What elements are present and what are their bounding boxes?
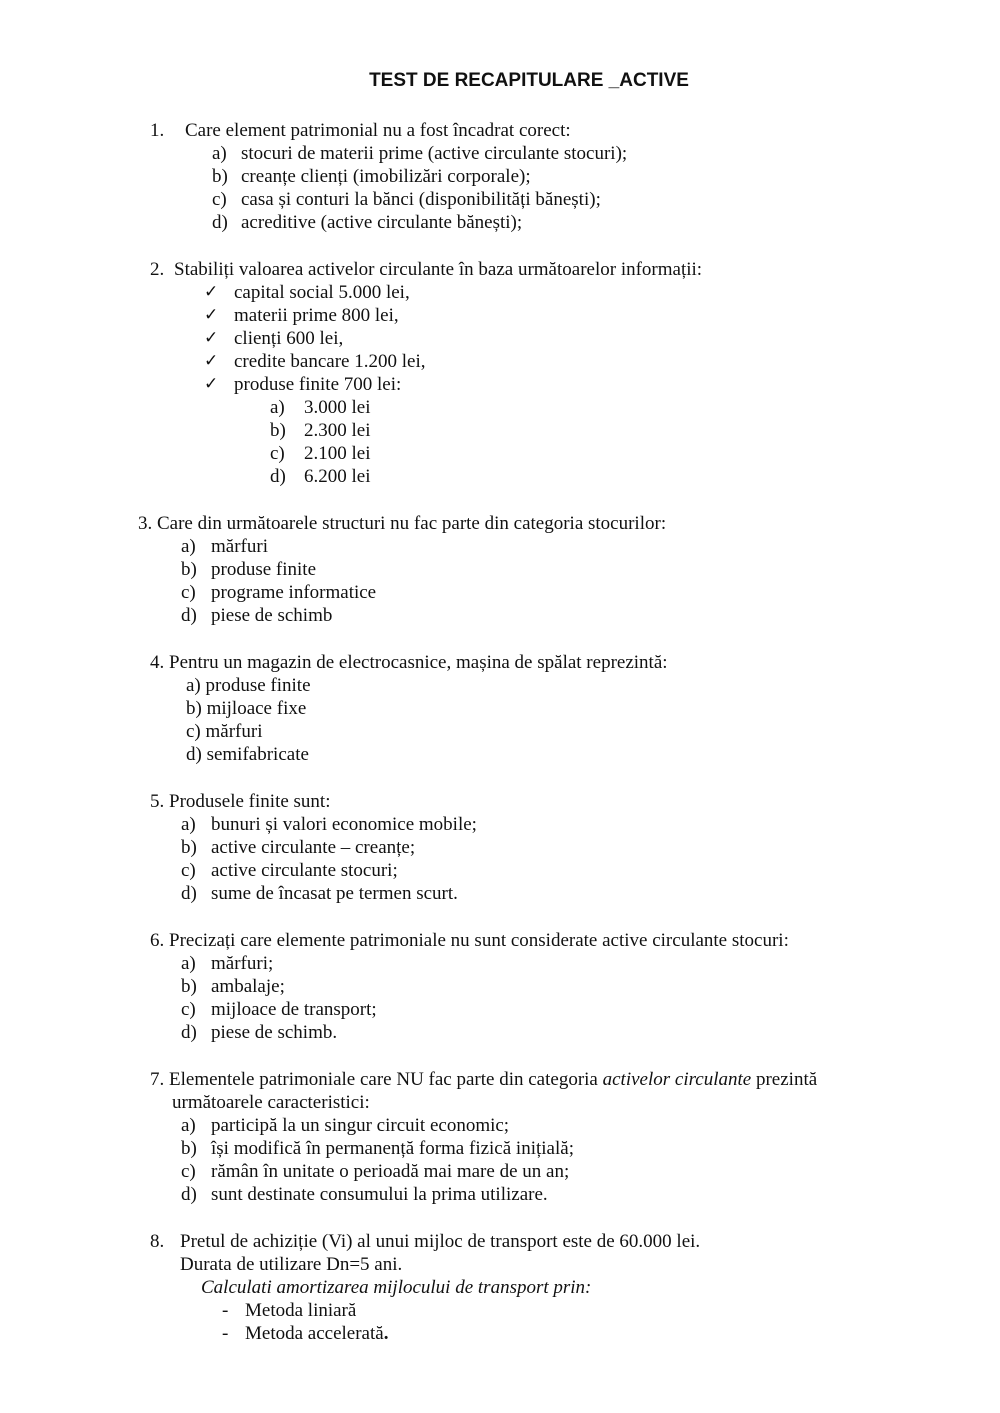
option-text: casa și conturi la bănci (disponibilități bănești); (241, 189, 601, 210)
info-item: capital social 5.000 lei, (234, 282, 410, 303)
option-text: piese de schimb. (211, 1022, 338, 1043)
option-text: a) produse finite (186, 675, 311, 696)
question-number: 1. (150, 120, 165, 141)
option-text: mijloace de transport; (211, 999, 377, 1020)
method-item-period: . (383, 1323, 389, 1344)
option-letter: b) (181, 837, 197, 858)
option-text: d) semifabricate (186, 744, 309, 765)
question-text: 4. Pentru un magazin de electrocasnice, mașina de spălat reprezintă: (150, 652, 668, 673)
info-item: materii prime 800 lei, (234, 305, 399, 326)
option-letter: c) (181, 999, 196, 1020)
option-text: mărfuri; (211, 953, 274, 974)
option-letter: b) (181, 559, 197, 580)
option-letter: b) (270, 420, 286, 441)
option-text: stocuri de materii prime (active circulante stocuri); (241, 143, 628, 164)
method-item-text: Metoda accelerată (245, 1323, 384, 1344)
option-text: active circulante stocuri; (211, 860, 398, 881)
checkmark-icon: ✓ (204, 305, 219, 325)
checkmark-icon: ✓ (204, 328, 219, 348)
option-letter: d) (181, 1184, 197, 1205)
question-number: 8. (150, 1231, 165, 1252)
question-text: 6. Precizați care elemente patrimoniale nu sunt considerate active circulante stocuri: (150, 930, 789, 951)
info-item: credite bancare 1.200 lei, (234, 351, 426, 372)
option-text: sunt destinate consumului la prima utilizare. (211, 1184, 548, 1205)
option-letter: d) (181, 883, 197, 904)
question-text: Pretul de achiziție (Vi) al unui mijloc de transport este de 60.000 lei. (180, 1231, 701, 1252)
checkmark-icon: ✓ (204, 374, 219, 394)
option-letter: c) (181, 860, 196, 881)
option-text: își modifică în permanență forma fizică inițială; (211, 1138, 574, 1159)
option-text: c) mărfuri (186, 721, 263, 742)
question-text-end: prezintă (751, 1069, 818, 1090)
option-letter: a) (181, 953, 196, 974)
option-letter: c) (181, 1161, 196, 1182)
option-letter: b) (181, 976, 197, 997)
option-text: 2.300 lei (304, 420, 371, 441)
question-text-start: 7. Elementele patrimoniale care NU fac parte din categoria (150, 1069, 603, 1090)
option-letter: b) (181, 1138, 197, 1159)
info-item: clienți 600 lei, (234, 328, 344, 349)
option-letter: c) (270, 443, 285, 464)
page-title: TEST DE RECAPITULARE _ACTIVE (369, 70, 689, 91)
question-text: 5. Produsele finite sunt: (150, 791, 331, 812)
option-letter: a) (181, 1115, 196, 1136)
option-letter: c) (212, 189, 227, 210)
option-letter: d) (270, 466, 286, 487)
question-text-line2: următoarele caracteristici: (172, 1092, 370, 1113)
option-text: acreditive (active circulante bănești); (241, 212, 523, 233)
option-text: 6.200 lei (304, 466, 371, 487)
option-letter: b) (212, 166, 228, 187)
question-instruction: Calculati amortizarea mijlocului de transport prin: (201, 1277, 592, 1298)
bullet-dash: - (222, 1300, 229, 1321)
method-item (245, 1322, 388, 1345)
question-text: Stabiliți valoarea activelor circulante în baza următoarelor informații: (174, 259, 703, 280)
info-item: produse finite 700 lei: (234, 374, 402, 395)
option-text: ambalaje; (211, 976, 285, 997)
option-letter: c) (181, 582, 196, 603)
option-letter: a) (181, 814, 196, 835)
option-text: active circulante – creanțe; (211, 837, 416, 858)
question-text: Care element patrimonial nu a fost încadrat corect: (185, 120, 571, 141)
option-text: bunuri și valori economice mobile; (211, 814, 477, 835)
question-text-line2: Durata de utilizare Dn=5 ani. (180, 1254, 403, 1275)
question-text: 3. Care din următoarele structuri nu fac parte din categoria stocurilor: (138, 513, 667, 534)
option-text: 2.100 lei (304, 443, 371, 464)
option-letter: d) (181, 605, 197, 626)
option-text: piese de schimb (211, 605, 333, 626)
option-text: creanțe clienți (imobilizări corporale); (241, 166, 531, 187)
bullet-dash: - (222, 1323, 229, 1344)
option-text: 3.000 lei (304, 397, 371, 418)
option-text: rămân în unitate o perioadă mai mare de un an; (211, 1161, 570, 1182)
option-letter: d) (212, 212, 228, 233)
question-number: 2. (150, 259, 165, 280)
option-text: b) mijloace fixe (186, 698, 307, 719)
question-text-italic: activelor circulante (602, 1069, 752, 1090)
method-item: Metoda liniară (245, 1300, 357, 1321)
option-text: produse finite (211, 559, 317, 580)
option-text: programe informatice (211, 582, 377, 603)
option-text: mărfuri (211, 536, 268, 557)
checkmark-icon: ✓ (204, 351, 219, 371)
option-letter: a) (212, 143, 227, 164)
option-letter: a) (270, 397, 285, 418)
option-letter: d) (181, 1022, 197, 1043)
option-letter: a) (181, 536, 196, 557)
option-text: sume de încasat pe termen scurt. (211, 883, 458, 904)
checkmark-icon: ✓ (204, 282, 219, 302)
question-text (150, 1068, 817, 1091)
option-text: participă la un singur circuit economic; (211, 1115, 510, 1136)
